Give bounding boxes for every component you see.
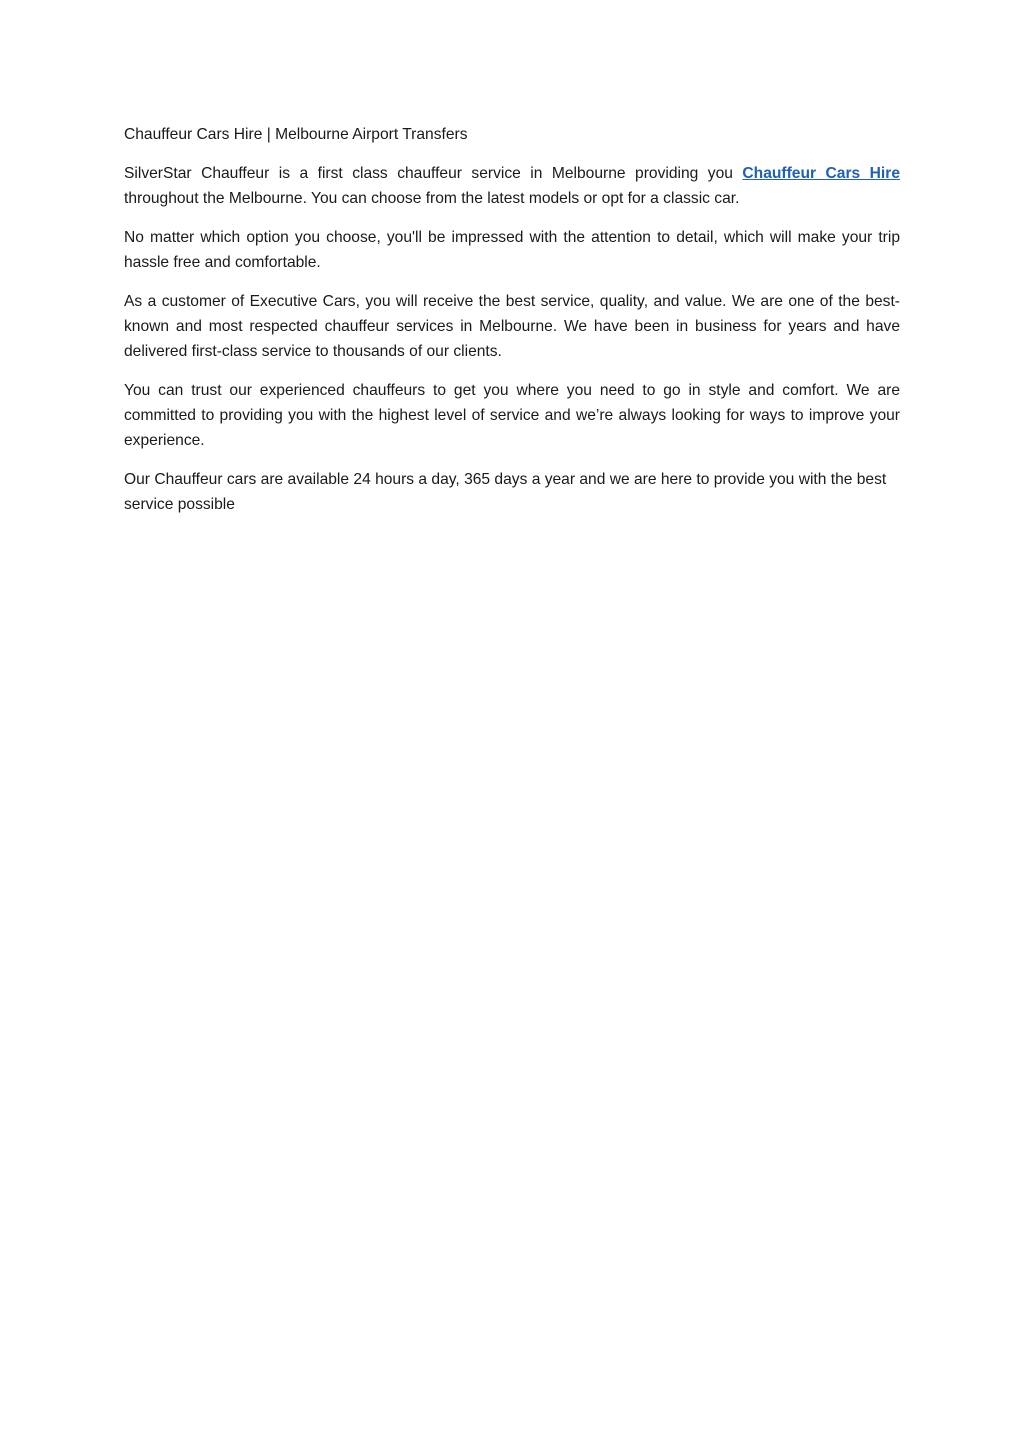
paragraph-availability: Our Chauffeur cars are available 24 hours a day, 365 days a year and we are here to provide you with the best service possible: [124, 471, 887, 513]
document-body: [124, 122, 900, 531]
document-title: Chauffeur Cars Hire | Melbourne Airport Transfers: [124, 126, 468, 143]
paragraph-options: No matter which option you choose, you'll be impressed with the attention to detail, which will make your trip hassle free and comfortable.: [124, 229, 900, 271]
paragraph-intro-text-after: throughout the Melbourne. You can choose from the latest models or opt for a classic car.: [124, 190, 740, 207]
paragraph-intro-text-before: SilverStar Chauffeur is a first class chauffeur service in Melbourne providing you: [124, 165, 743, 182]
chauffeur-cars-hire-link[interactable]: Chauffeur Cars Hire: [742, 165, 900, 182]
paragraph-customer: As a customer of Executive Cars, you will receive the best service, quality, and value. We are one of the best-known and most respected chauffeur services in Melbourne. We have been in business for years and have delivered first-class service to thousands of our clients.: [124, 293, 900, 360]
paragraph-trust: You can trust our experienced chauffeurs to get you where you need to go in style and comfort. We are committed to providing you with the highest level of service and we’re always looking for ways to improve your experience.: [124, 382, 900, 449]
paragraph-intro: [124, 161, 900, 211]
